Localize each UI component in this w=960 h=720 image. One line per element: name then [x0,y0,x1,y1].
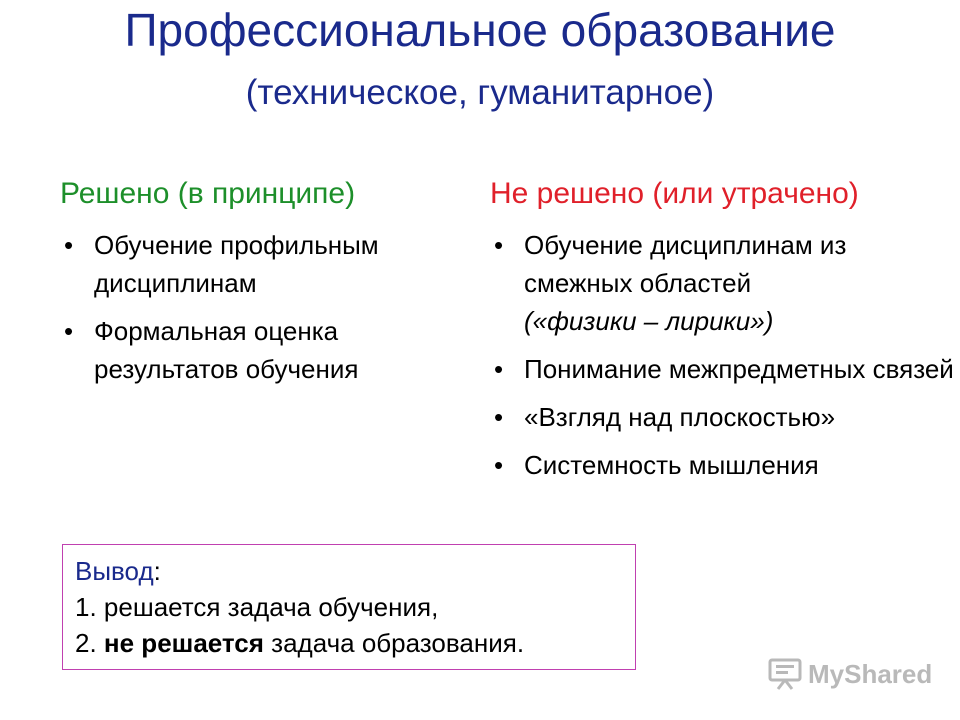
conclusion-line-1 [75,589,623,625]
bullet-icon: • [494,230,504,260]
conclusion-title-line [75,553,623,589]
bullet-icon: • [64,230,74,260]
slide-title: Профессиональное образование [124,4,836,56]
list-item-note: («физики – лирики») [524,306,774,336]
bullet-icon: • [64,316,74,346]
list-item [60,226,470,302]
conclusion-colon: : [153,556,161,586]
unsolved-list [490,226,960,484]
solved-heading: Решено (в принципе) [60,177,356,210]
list-item-text: Обучение профильным дисциплинам [94,230,379,298]
bullet-icon: • [494,450,504,480]
list-item [490,226,960,340]
solved-list [60,226,470,388]
list-item-text: Системность мышления [524,450,819,480]
list-item [490,446,960,484]
watermark [768,652,932,696]
conclusion-line-2 [75,625,623,661]
presentation-icon [768,657,802,691]
list-item-text: Понимание межпредметных связей [524,354,954,384]
conclusion-emphasis: не решается [103,628,264,658]
conclusion-title: Вывод [75,556,154,586]
unsolved-heading: Не решено (или утрачено) [490,177,859,210]
conclusion-line-number: 1. [75,592,97,622]
slide-subtitle: (техническое, гуманитарное) [245,73,715,112]
conclusion-line-text: задача образования. [271,628,525,658]
bullet-icon: • [494,354,504,384]
bullet-icon: • [494,402,504,432]
unsolved-column [490,172,960,494]
list-item [490,398,960,436]
watermark-text: MyShared [808,658,933,689]
solved-column [60,172,470,398]
list-item [60,312,470,388]
conclusion-line-text: решается задача обучения, [103,592,439,622]
list-item [490,350,960,388]
list-item-text: «Взгляд над плоскостью» [524,402,836,432]
conclusion-box [62,544,636,670]
conclusion-line-number: 2. [75,628,97,658]
list-item-text: Обучение дисциплинам из смежных областей [524,230,847,298]
list-item-text: Формальная оценка результатов обучения [94,316,359,384]
